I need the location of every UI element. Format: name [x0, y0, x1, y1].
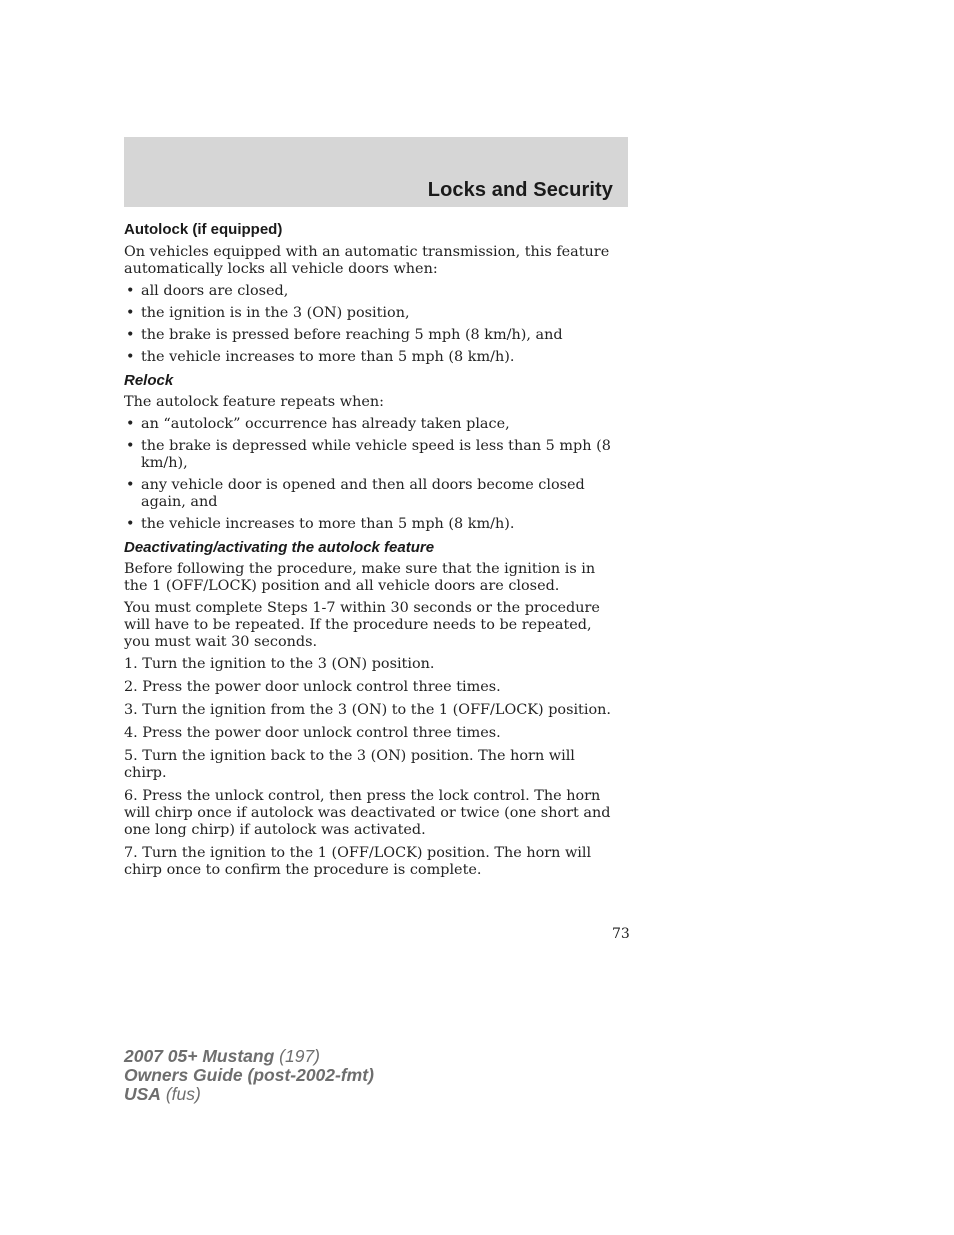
- list-item: [124, 305, 620, 322]
- list-item: [124, 416, 620, 433]
- list-item-text: the brake is depressed while vehicle speed is less than 5 mph (8 km/h),: [141, 438, 611, 471]
- list-item-text: the vehicle increases to more than 5 mph (8 km/h).: [141, 516, 515, 532]
- footer-market: USA: [124, 1084, 161, 1104]
- list-item: [124, 283, 620, 300]
- list-item: [124, 349, 620, 366]
- procedure-step: 6. Press the unlock control, then press the lock control. The horn will chirp once if autolock was deactivated or twice (one short and one long chirp) if autolock was activated.: [124, 788, 611, 838]
- footer-line-3: [124, 1085, 374, 1104]
- deactivate-paragraph-2: You must complete Steps 1-7 within 30 seconds or the procedure will have to be repeated. If the procedure needs to be repeated, you must wait 30 seconds.: [124, 600, 600, 650]
- list-item-text: the ignition is in the 3 (ON) position,: [141, 305, 410, 321]
- bullet-icon: •: [126, 516, 135, 532]
- bullet-icon: •: [126, 477, 135, 493]
- procedure-step: 3. Turn the ignition from the 3 (ON) to the 1 (OFF/LOCK) position.: [124, 702, 611, 718]
- list-item-text: an “autolock” occurrence has already taken place,: [141, 416, 510, 432]
- procedure-step: 5. Turn the ignition back to the 3 (ON) position. The horn will chirp.: [124, 748, 575, 781]
- autolock-intro: On vehicles equipped with an automatic transmission, this feature automatically locks all vehicle doors when:: [124, 244, 610, 277]
- section-header-band: [124, 137, 628, 207]
- bullet-icon: •: [126, 349, 135, 365]
- procedure-step: 1. Turn the ignition to the 3 (ON) position.: [124, 656, 435, 672]
- deactivate-heading: Deactivating/activating the autolock feature: [124, 539, 435, 556]
- list-item: [124, 438, 620, 472]
- list-item-text: the vehicle increases to more than 5 mph (8 km/h).: [141, 349, 515, 365]
- section-title: Locks and Security: [427, 179, 613, 201]
- list-item: [124, 477, 620, 511]
- procedure-step: 2. Press the power door unlock control three times.: [124, 679, 501, 695]
- list-item-text: any vehicle door is opened and then all doors become closed again, and: [141, 477, 585, 510]
- procedure-steps: [124, 656, 620, 879]
- bullet-icon: •: [126, 438, 135, 454]
- list-item: [124, 327, 620, 344]
- autolock-heading: Autolock (if equipped): [124, 221, 283, 238]
- bullet-icon: •: [126, 327, 135, 343]
- procedure-step: 4. Press the power door unlock control three times.: [124, 725, 501, 741]
- bullet-icon: •: [126, 283, 135, 299]
- page-content: [124, 219, 620, 885]
- footer-line-1: [124, 1047, 374, 1066]
- footer-market-code: (fus): [165, 1084, 201, 1104]
- bullet-icon: •: [126, 305, 135, 321]
- relock-conditions-list: [124, 416, 620, 533]
- list-item-text: all doors are closed,: [141, 283, 289, 299]
- relock-heading: Relock: [124, 372, 174, 389]
- page-number: 73: [612, 926, 630, 942]
- bullet-icon: •: [126, 416, 135, 432]
- footer-line-2: [124, 1066, 374, 1085]
- document-footer: [124, 1047, 374, 1104]
- list-item: [124, 516, 620, 533]
- procedure-step: 7. Turn the ignition to the 1 (OFF/LOCK) position. The horn will chirp once to confirm the procedure is complete.: [124, 845, 592, 878]
- footer-model-code: (197): [279, 1046, 321, 1066]
- footer-guide: Owners Guide (post-2002-fmt): [124, 1065, 374, 1085]
- list-item-text: the brake is pressed before reaching 5 mph (8 km/h), and: [141, 327, 563, 343]
- deactivate-paragraph-1: Before following the procedure, make sure that the ignition is in the 1 (OFF/LOCK) position and all vehicle doors are closed.: [124, 561, 596, 594]
- relock-intro: The autolock feature repeats when:: [124, 394, 384, 410]
- footer-model: 2007 05+ Mustang: [124, 1046, 275, 1066]
- autolock-conditions-list: [124, 283, 620, 366]
